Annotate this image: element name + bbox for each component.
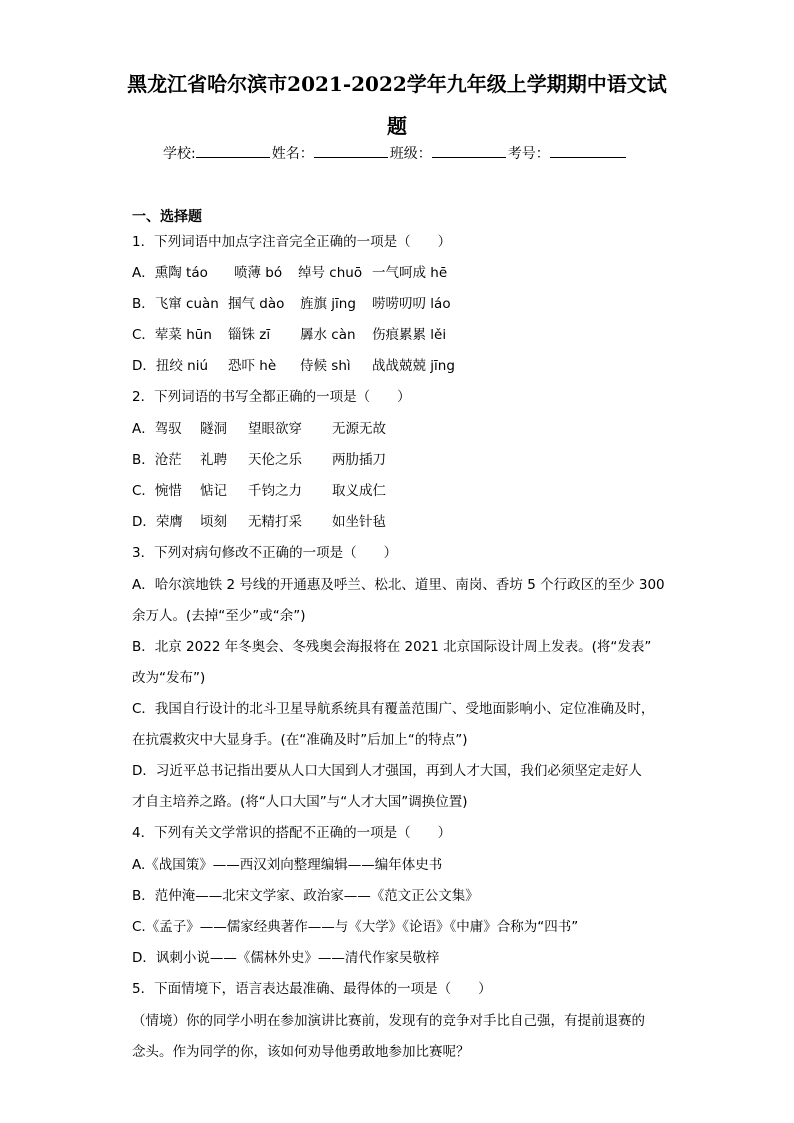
question-1-option-d: D．扭绞 niú 恐吓 hè 侍候 shì 战战兢兢 jīng	[132, 358, 455, 374]
question-3-line: D．习近平总书记指出要从人口大国到人才强国，再到人才大国，我们必须坚定走好人	[132, 763, 642, 779]
question-5-line: 念头。作为同学的你，该如何劝导他勇敢地参加比赛呢？	[132, 1044, 470, 1060]
school-blank[interactable]	[196, 143, 270, 158]
question-3-line: 才自主培养之路。(将“人口大国”与“人才大国”调换位置)	[132, 794, 468, 810]
question-4-stem: 4．下列有关文学常识的搭配不正确的一项是（ ）	[132, 825, 452, 841]
name-label: 姓名：	[271, 146, 314, 162]
question-1-option-c: C．荤菜 hūn 锱铢 zī 羼水 càn 伤痕累累 lěi	[132, 327, 447, 343]
question-3-line: C．我国自行设计的北斗卫星导航系统具有覆盖范围广、受地面影响小、定位准确及时，	[132, 701, 655, 717]
class-label: 班级：	[389, 146, 432, 162]
question-4-line: B．范仲淹——北宋文学家、政治家——《范文正公文集》	[132, 888, 479, 904]
question-2-option-c: C．惋惜 惦记 千钧之力 取义成仁	[132, 483, 386, 499]
student-info-line	[163, 143, 683, 165]
question-3-line: B．北京 2022 年冬奥会、冬残奥会海报将在 2021 北京国际设计周上发表。(将“发表”	[132, 639, 652, 655]
question-2-option-b: B．沧茫 礼聘 天伦之乐 两肋插刀	[132, 452, 386, 468]
question-1-stem: 1．下列词语中加点字注音完全正确的一项是（ ）	[132, 234, 452, 250]
question-3-line: 改为“发布”)	[132, 670, 206, 686]
question-4-line: A.《战国策》——西汉刘向整理编辑——编年体史书	[132, 857, 443, 873]
number-label: 考号：	[507, 146, 550, 162]
name-blank[interactable]	[314, 143, 388, 158]
exam-title: 黑龙江省哈尔滨市2021-2022学年九年级上学期期中语文试	[127, 72, 667, 96]
question-5-line: （情境）你的同学小明在参加演讲比赛前，发现有的竞争对手比自己强，有提前退赛的	[132, 1013, 645, 1029]
question-2-option-d: D．荣膺 顷刻 无精打采 如坐针毡	[132, 514, 386, 530]
question-3-stem: 3．下列对病句修改不正确的一项是（ ）	[132, 545, 398, 561]
question-3-line: 余万人。(去掉“至少”或“余”)	[132, 608, 306, 624]
question-1-option-a: A．熏陶 táo 喷薄 bó 绰号 chuō 一气呵成 hē	[132, 265, 448, 281]
exam-title-continued: 题	[387, 114, 407, 138]
question-3-line: 在抗震救灾中大显身手。(在“准确及时”后加上“的特点”)	[132, 732, 468, 748]
question-1-option-b: B．飞窜 cuàn 掴气 dào 旌旗 jīng 唠唠叨叨 láo	[132, 296, 451, 312]
class-blank[interactable]	[432, 143, 506, 158]
question-3-line: A．哈尔滨地铁 2 号线的开通惠及呼兰、松北、道里、南岗、香坊 5 个行政区的至少 300	[132, 577, 665, 593]
school-label: 学校:	[163, 146, 196, 162]
section-heading: 一、选择题	[132, 209, 202, 225]
question-4-line: D．讽刺小说——《儒林外史》——清代作家吴敬梓	[132, 950, 440, 966]
question-5-stem: 5．下面情境下，语言表达最准确、最得体的一项是（ ）	[132, 981, 492, 997]
question-2-stem: 2．下列词语的书写全都正确的一项是（ ）	[132, 389, 411, 405]
question-2-option-a: A．驾驭 隧洞 望眼欲穿 无源无故	[132, 421, 386, 437]
number-blank[interactable]	[550, 143, 626, 158]
question-4-line: C.《孟子》——儒家经典著作——与《大学》《论语》《中庸》合称为“四书”	[132, 919, 579, 935]
